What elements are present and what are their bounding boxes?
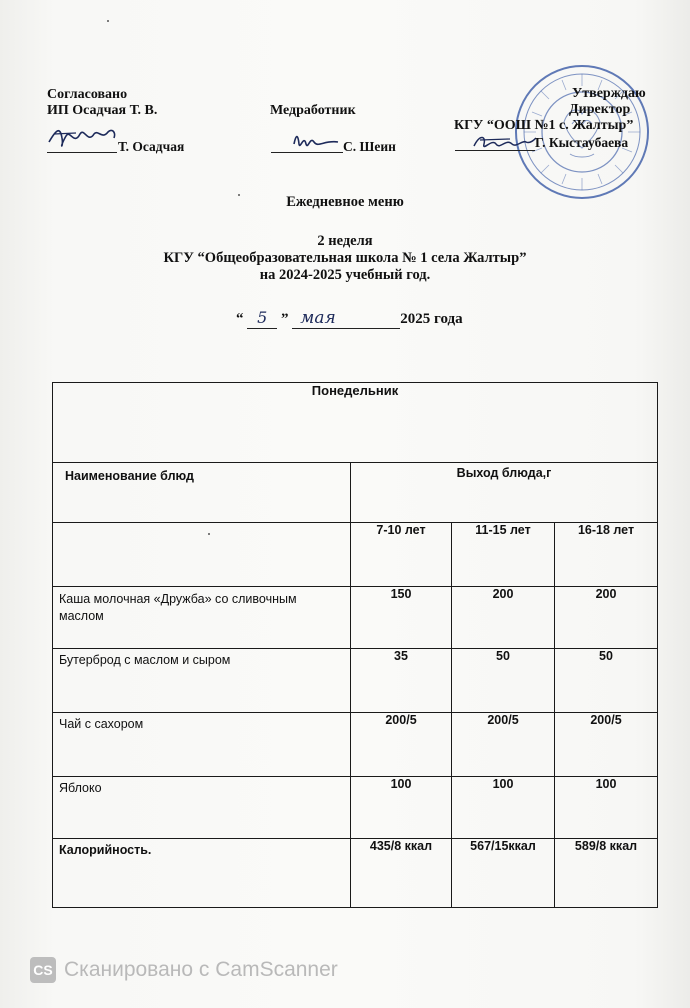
portion-value: 100 <box>555 777 658 839</box>
table-row <box>53 777 658 839</box>
document-title: Ежедневное меню <box>286 194 404 210</box>
table-row <box>53 649 658 713</box>
portion-value: 35 <box>351 649 452 713</box>
table-row <box>53 713 658 777</box>
portion-value: 200/5 <box>351 713 452 777</box>
age-group-header: 16-18 лет <box>555 523 658 587</box>
dish-column-header <box>53 463 351 523</box>
portion-value: 150 <box>351 587 452 649</box>
portion-value: 200/5 <box>555 713 658 777</box>
output-column-header <box>351 463 658 523</box>
camscanner-watermark <box>30 957 338 983</box>
agreed-by-label: ИП Осадчая Т. В. <box>47 103 158 118</box>
camscanner-logo-icon: CS <box>30 957 56 983</box>
age-group-header: 7-10 лет <box>351 523 452 587</box>
portion-value: 200 <box>555 587 658 649</box>
calories-value: 567/15ккал <box>452 839 555 908</box>
dish-column-label: Наименование блюд <box>65 469 194 483</box>
signature-line-middle <box>271 152 343 153</box>
dish-name: Чай с сахором <box>59 717 144 731</box>
date-close-quote: ” <box>281 311 289 327</box>
age-groups-row <box>53 523 658 587</box>
total-row <box>53 839 658 908</box>
empty-cell <box>53 523 351 587</box>
agreed-label: Согласовано <box>47 87 128 102</box>
date-month: мая <box>300 308 336 328</box>
week-label: 2 неделя <box>317 233 373 249</box>
header-row <box>53 463 658 523</box>
table-row <box>53 587 658 649</box>
signature-left <box>46 120 118 156</box>
right-signer-name: Г. Кыстаубаева <box>535 135 629 150</box>
director-label: Директор <box>569 102 631 117</box>
signature-line-left <box>47 152 117 153</box>
portion-value: 100 <box>452 777 555 839</box>
day-name: Понедельник <box>53 383 658 463</box>
calories-value: 589/8 ккал <box>555 839 658 908</box>
school-full-name: КГУ “Общеобразовательная школа № 1 села Жалтыр” <box>163 250 527 266</box>
dish-name: Каша молочная «Дружба» со сливочным маслом <box>59 592 297 623</box>
medical-worker-label: Медработник <box>270 103 356 118</box>
date-line <box>236 308 463 329</box>
date-day: 5 <box>257 308 268 327</box>
menu-table <box>52 382 658 908</box>
date-year: 2025 года <box>400 311 463 327</box>
date-month-field <box>292 308 400 329</box>
left-signer-name: Т. Осадчая <box>118 139 185 154</box>
middle-signer-name: С. Шеин <box>343 139 396 154</box>
signature-line-right <box>455 150 535 151</box>
date-day-field <box>247 308 277 329</box>
signature-middle <box>290 126 342 154</box>
scan-speck <box>107 20 109 22</box>
dish-name: Бутерброд с маслом и сыром <box>59 653 231 667</box>
signature-right <box>470 130 540 156</box>
day-row <box>53 383 658 463</box>
portion-value: 200 <box>452 587 555 649</box>
portion-value: 50 <box>555 649 658 713</box>
calories-label: Калорийность. <box>59 843 152 857</box>
date-open-quote: “ <box>236 311 244 327</box>
approve-label: Утверждаю <box>572 86 646 101</box>
portion-value: 100 <box>351 777 452 839</box>
output-column-label: Выход блюда,г <box>456 466 552 480</box>
camscanner-text: Сканировано с CamScanner <box>64 958 338 981</box>
school-short-name: КГУ “ООШ №1 с. Жалтыр” <box>454 118 634 133</box>
calories-value: 435/8 ккал <box>351 839 452 908</box>
dish-name: Яблоко <box>59 781 102 795</box>
portion-value: 200/5 <box>452 713 555 777</box>
age-group-header: 11-15 лет <box>452 523 555 587</box>
academic-year: на 2024-2025 учебный год. <box>259 267 431 283</box>
portion-value: 50 <box>452 649 555 713</box>
